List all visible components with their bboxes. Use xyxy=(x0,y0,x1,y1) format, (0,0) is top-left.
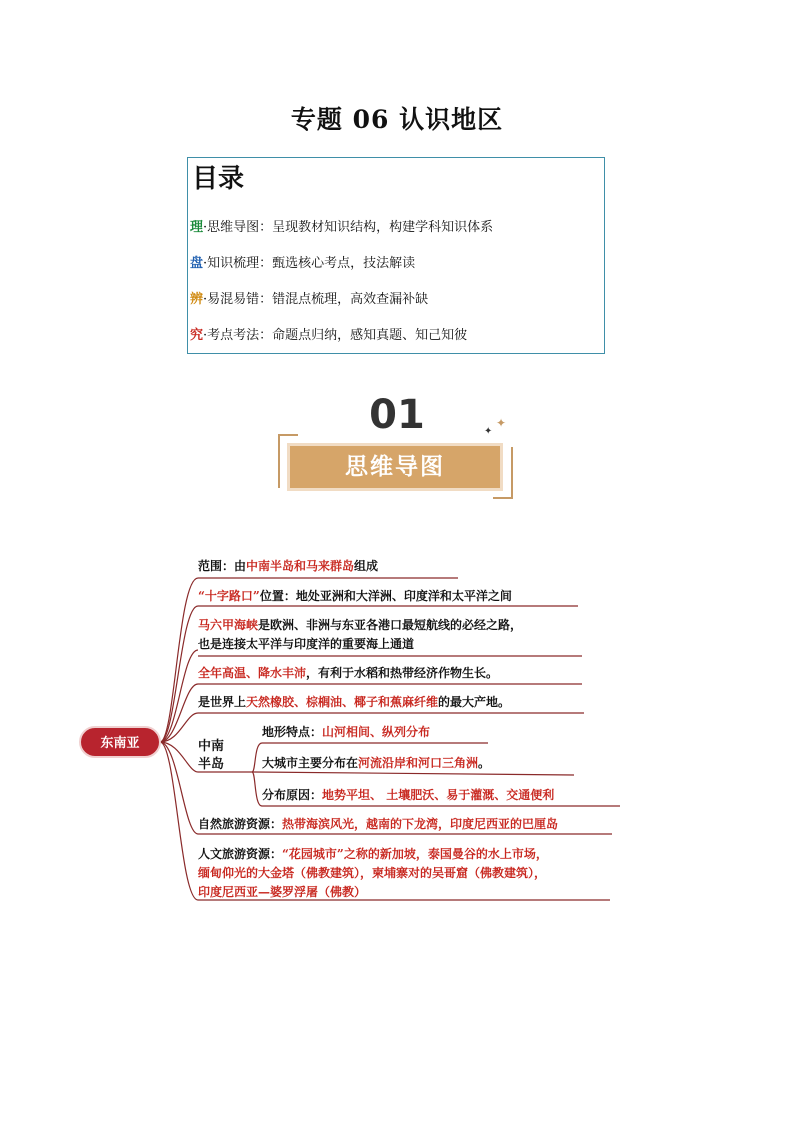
branch-text: 分布原因： xyxy=(262,788,323,802)
branch-highlight: 山河相间、纵列分布 xyxy=(322,725,431,739)
branch-highlight: 热带海滨风光，越南的下龙湾，印度尼西亚的巴厘岛 xyxy=(282,817,559,831)
branch-text: 地形特点： xyxy=(262,725,323,739)
branch-text: 人文旅游资源： xyxy=(198,847,283,861)
toc-item-name: ·易混易错： xyxy=(203,292,273,307)
branch-highlight: “花园城市”之称的新加坡，泰国曼谷的水上市场， xyxy=(282,847,548,861)
branch-position xyxy=(198,587,512,606)
peninsula-label: 中南 xyxy=(198,739,225,754)
branch-highlight: 马六甲海峡 xyxy=(198,618,259,632)
mindmap-root: 东南亚 xyxy=(79,726,161,758)
branch-text: 自然旅游资源： xyxy=(198,817,283,831)
branch-highlight: 全年高温、降水丰沛 xyxy=(198,666,307,680)
branch-text: 的最大产地。 xyxy=(438,695,511,709)
branch-highlight: “十字路口” xyxy=(198,589,260,603)
branch-peninsula xyxy=(198,738,224,774)
branch-highlight: 地势平坦、 土壤肥沃、易于灌溉、交通便利 xyxy=(322,788,555,802)
toc-item-char: 辨 xyxy=(190,292,204,307)
branch-text: 组成 xyxy=(354,559,379,573)
branch-text: 。 xyxy=(478,756,491,770)
peninsula-reason xyxy=(262,786,554,805)
peninsula-cities xyxy=(262,754,490,773)
toc-item-name: ·思维导图： xyxy=(203,220,273,235)
branch-text: 是世界上 xyxy=(198,695,247,709)
toc-item-name: ·知识梳理： xyxy=(203,256,273,271)
toc-item-char: 理 xyxy=(190,220,204,235)
toc-item-char: 究 xyxy=(190,328,204,343)
branch-text: 位置：地处亚洲和大洋洲、印度洋和太平洋之间 xyxy=(259,589,512,603)
branch-highlight: 印度尼西亚—婆罗浮屠（佛教） xyxy=(198,885,367,899)
branch-text: 范围：由 xyxy=(198,559,247,573)
branch-highlight: 河流沿岸和河口三角洲 xyxy=(358,756,479,770)
peninsula-terrain xyxy=(262,723,430,742)
toc-item-desc: 甄选核心考点，技法解读 xyxy=(272,256,416,271)
toc-item-desc: 命题点归纳，感知真题、知己知彼 xyxy=(272,328,468,343)
toc-item-name: ·考点考法： xyxy=(203,328,273,343)
section-label: 思维导图 xyxy=(345,454,445,480)
branch-highlight: 缅甸仰光的大金塔（佛教建筑），柬埔寨对的吴哥窟（佛教建筑）， xyxy=(198,866,547,880)
branch-text: ，有利于水稻和热带经济作物生长。 xyxy=(306,666,499,680)
branch-cultural-tourism xyxy=(198,845,548,902)
branch-climate xyxy=(198,664,498,683)
branch-highlight: 中南半岛和马来群岛 xyxy=(246,559,355,573)
branch-highlight: 天然橡胶、棕榈油、椰子和蕉麻纤维 xyxy=(246,695,439,709)
branch-text: 是欧洲、非洲与东亚各港口最短航线的必经之路， xyxy=(258,618,523,632)
branch-scope xyxy=(198,557,378,576)
branch-products xyxy=(198,693,510,712)
branch-text: 大城市主要分布在 xyxy=(262,756,359,770)
branch-text: 也是连接太平洋与印度洋的重要海上通道 xyxy=(198,637,415,651)
section-number: 01 xyxy=(369,392,425,438)
toc-heading: 目录 xyxy=(192,164,245,194)
peninsula-label: 半岛 xyxy=(198,757,225,772)
branch-natural-tourism xyxy=(198,815,558,834)
page-title: 专题 06 认识地区 xyxy=(290,105,504,134)
toc-item-char: 盘 xyxy=(190,256,204,271)
toc-item-desc: 呈现教材知识结构，构建学科知识体系 xyxy=(272,220,494,235)
branch-strait xyxy=(198,616,522,654)
sparkle-icon: ✦ xyxy=(484,426,493,437)
sparkle-icon: ✦ xyxy=(496,416,507,430)
toc-item-desc: 错混点梳理，高效查漏补缺 xyxy=(272,292,429,307)
